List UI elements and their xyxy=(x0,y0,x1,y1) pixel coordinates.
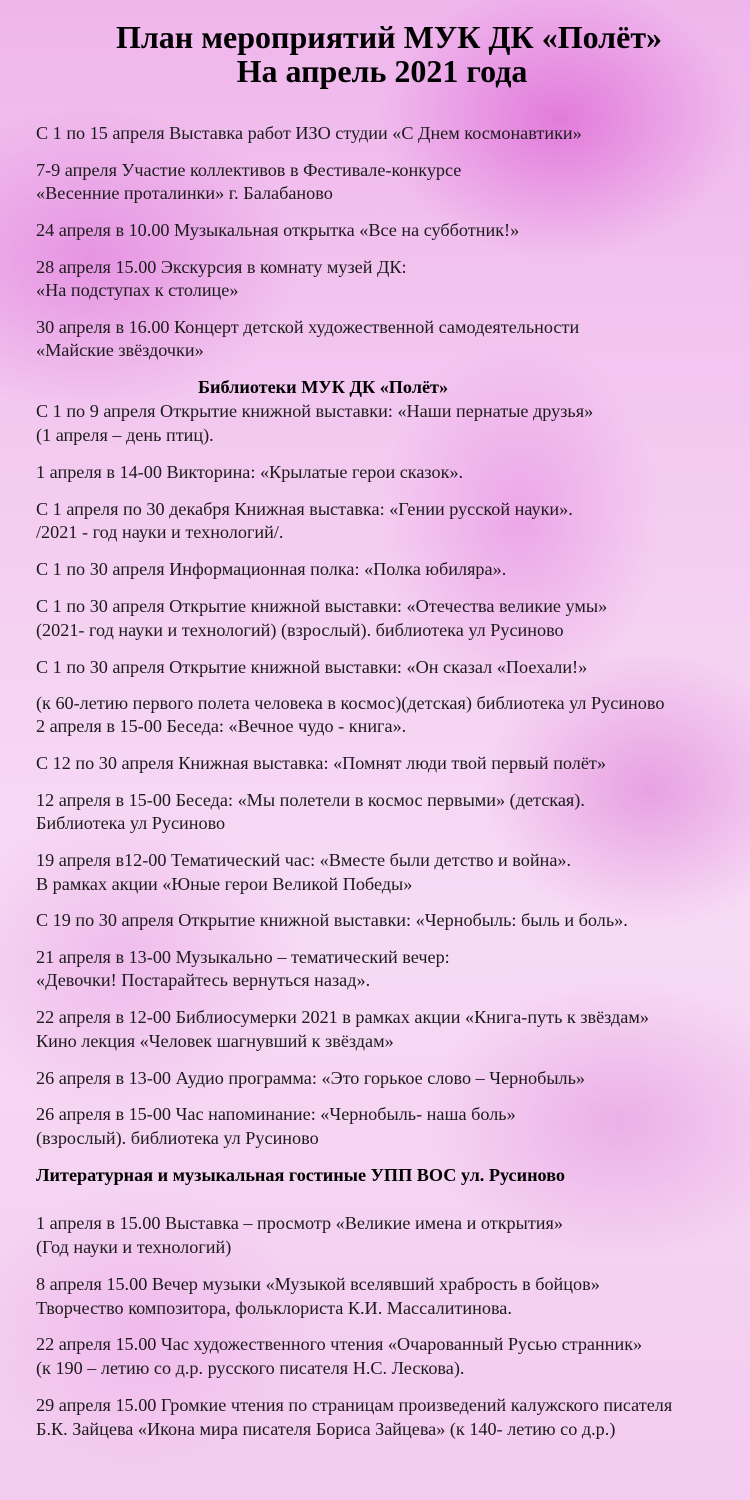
library-event-line: 22 апреля в 12-00 Библиосумерки 2021 в рамках акции «Книга-путь к звёздам» xyxy=(36,1007,649,1027)
vos-section-heading: Литературная и музыкальная гостиные УПП ВОС ул. Русиново xyxy=(36,1165,565,1185)
library-event-line: 21 апреля в 13-00 Музыкально – тематический вечер: xyxy=(36,947,450,967)
library-event-line: С 1 апреля по 30 декабря Книжная выставка: «Гении русской науки». xyxy=(36,499,573,519)
library-event-line: В рамках акции «Юные герои Великой Победы» xyxy=(36,874,413,894)
library-event-line: 26 апреля в 15-00 Час напоминание: «Чернобыль- наша боль» xyxy=(36,1104,516,1124)
library-event-line: (2021- год науки и технологий) (взрослый). библиотека ул Русиново xyxy=(36,620,564,640)
library-event-line: 19 апреля в12-00 Тематический час: «Вместе были детство и война». xyxy=(36,850,572,870)
library-event-line: С 1 по 30 апреля Информационная полка: «Полка юбиляра». xyxy=(36,559,507,579)
dk-event-line: «На подступах к столице» xyxy=(36,280,239,300)
library-event-line: С 12 по 30 апреля Книжная выставка: «Помнят люди твой первый полёт» xyxy=(36,753,606,773)
vos-event-line: Б.К. Зайцева «Икона мира писателя Бориса Зайцева» (к 140- летию со д.р.) xyxy=(36,1419,616,1439)
library-event-line: Библиотека ул Русиново xyxy=(36,813,226,833)
dk-event-line: 28 апреля 15.00 Экскурсия в комнату музей ДК: xyxy=(36,257,407,277)
library-event-line: 12 апреля в 15-00 Беседа: «Мы полетели в космос первыми» (детская). xyxy=(36,790,585,810)
dk-event-line: «Майские звёздочки» xyxy=(36,340,204,360)
library-event-line: /2021 - год науки и технологий/. xyxy=(36,522,284,542)
vos-event-line: 8 апреля 15.00 Вечер музыки «Музыкой вселявший храбрость в бойцов» xyxy=(36,1274,600,1294)
library-event-line: «Девочки! Постарайтесь вернуться назад». xyxy=(36,970,371,990)
library-event-line: 1 апреля в 14-00 Викторина: «Крылатые герои сказок». xyxy=(36,462,464,482)
dk-event-line: 30 апреля в 16.00 Концерт детской художественной самодеятельности xyxy=(36,317,580,337)
poster-title: План мероприятий МУК ДК «Полёт» xyxy=(115,19,663,55)
library-event-line: С 1 по 9 апреля Открытие книжной выставки: «Наши пернатые друзья» xyxy=(36,401,594,421)
vos-event-line: 1 апреля в 15.00 Выставка – просмотр «Великие имена и открытия» xyxy=(36,1213,563,1233)
library-event-line: 26 апреля в 13-00 Аудио программа: «Это горькое слово – Чернобыль» xyxy=(36,1068,586,1088)
poster-subtitle: На апрель 2021 года xyxy=(236,53,528,89)
library-event-line: (1 апреля – день птиц). xyxy=(36,425,214,445)
library-section-heading: Библиотеки МУК ДК «Полёт» xyxy=(198,377,449,397)
dk-event-line: 24 апреля в 10.00 Музыкальная открытка «Все на субботник!» xyxy=(36,220,520,240)
library-event-line: С 1 по 30 апреля Открытие книжной выставки: «Он сказал «Поехали!» xyxy=(36,657,588,677)
library-event-line: (взрослый). библиотека ул Русиново xyxy=(36,1128,319,1148)
library-event-line: 2 апреля в 15-00 Беседа: «Вечное чудо - книга». xyxy=(36,716,407,736)
library-event-line: С 19 по 30 апреля Открытие книжной выставки: «Чернобыль: быль и боль». xyxy=(36,910,628,930)
vos-event-line: (к 190 – летию со д.р. русского писателя Н.С. Лескова). xyxy=(36,1358,465,1378)
dk-event-line: 7-9 апреля Участие коллективов в Фестивале-конкурсе xyxy=(36,160,462,180)
dk-event-line: «Весенние проталинки» г. Балабаново xyxy=(36,183,333,203)
library-event-line: С 1 по 30 апреля Открытие книжной выставки: «Отечества великие умы» xyxy=(36,596,608,616)
vos-event-line: 22 апреля 15.00 Час художественного чтения «Очарованный Русью странник» xyxy=(36,1334,643,1354)
vos-event-line: (Год науки и технологий) xyxy=(36,1237,232,1257)
vos-event-line: 29 апреля 15.00 Громкие чтения по страницам произведений калужского писателя xyxy=(36,1395,673,1415)
dk-event-line: С 1 по 15 апреля Выставка работ ИЗО студии «С Днем космонавтики» xyxy=(36,123,582,143)
library-event-line: Кино лекция «Человек шагнувший к звёздам» xyxy=(36,1031,394,1051)
vos-event-line: Творчество композитора, фольклориста К.И. Массалитинова. xyxy=(36,1298,512,1318)
library-event-line: (к 60-летию первого полета человека в космос)(детская) библиотека ул Русиново xyxy=(36,693,665,713)
